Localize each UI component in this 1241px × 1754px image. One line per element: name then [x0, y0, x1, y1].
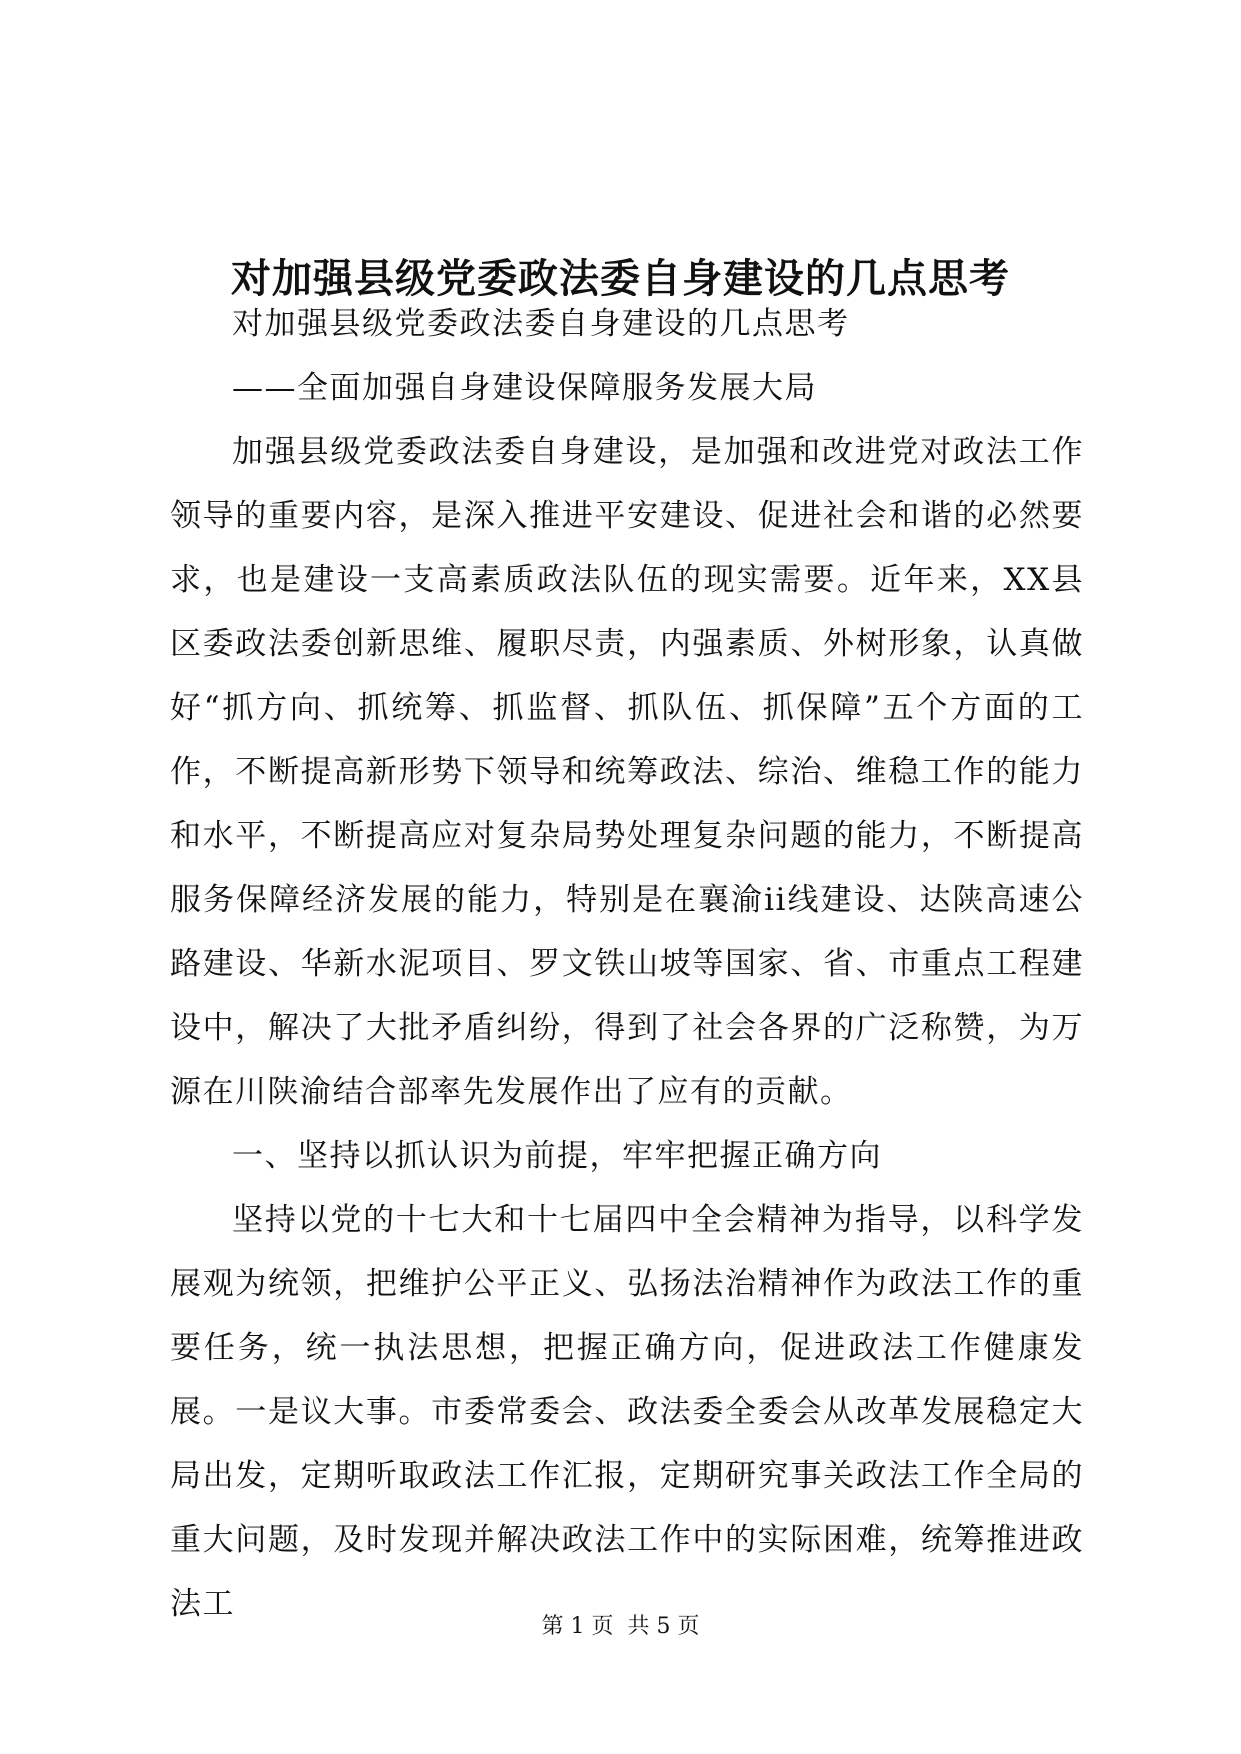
page-number: 第 1 页 共 5 页: [541, 1614, 700, 1639]
section-heading-1: 一、坚持以抓认识为前提，牢牢把握正确方向: [232, 1138, 882, 1174]
document-title: 对加强县级党委政法委自身建设的几点思考: [231, 254, 1010, 302]
paragraph-subtitle: 对加强县级党委政法委自身建设的几点思考: [232, 306, 850, 342]
page-footer: [0, 1612, 1241, 1642]
paragraph-tagline: ——全面加强自身建设保障服务发展大局: [232, 370, 817, 406]
paragraph-section-1: 坚持以党的十七大和十七届四中全会精神为指导，以科学发展观为统领，把维护公平正义、弘扬法治精神作为政法工作的重要任务，统一执法思想，把握正确方向，促进政法工作健康发展。一是议大事。市委常委会、政法委全委会从改革发展稳定大局出发，定期听取政法工作汇报，定期研究事关政法工作全局的重大问题，及时发现并解决政法工作中的实际困难，统筹推进政法工: [170, 1202, 1084, 1622]
document-body: [170, 292, 1084, 1636]
paragraph-intro: 加强县级党委政法委自身建设，是加强和改进党对政法工作领导的重要内容，是深入推进平安建设、促进社会和谐的必然要求，也是建设一支高素质政法队伍的现实需要。近年来，XX县区委政法委创新思维、履职尽责，内强素质、外树形象，认真做好“抓方向、抓统筹、抓监督、抓队伍、抓保障”五个方面的工作，不断提高新形势下领导和统筹政法、综治、维稳工作的能力和水平，不断提高应对复杂局势处理复杂问题的能力，不断提高服务保障经济发展的能力，特别是在襄渝ii线建设、达陕高速公路建设、华新水泥项目、罗文铁山坡等国家、省、市重点工程建设中，解决了大批矛盾纠纷，得到了社会各界的广泛称赞，为万源在川陕渝结合部率先发展作出了应有的贡献。: [170, 434, 1084, 1110]
